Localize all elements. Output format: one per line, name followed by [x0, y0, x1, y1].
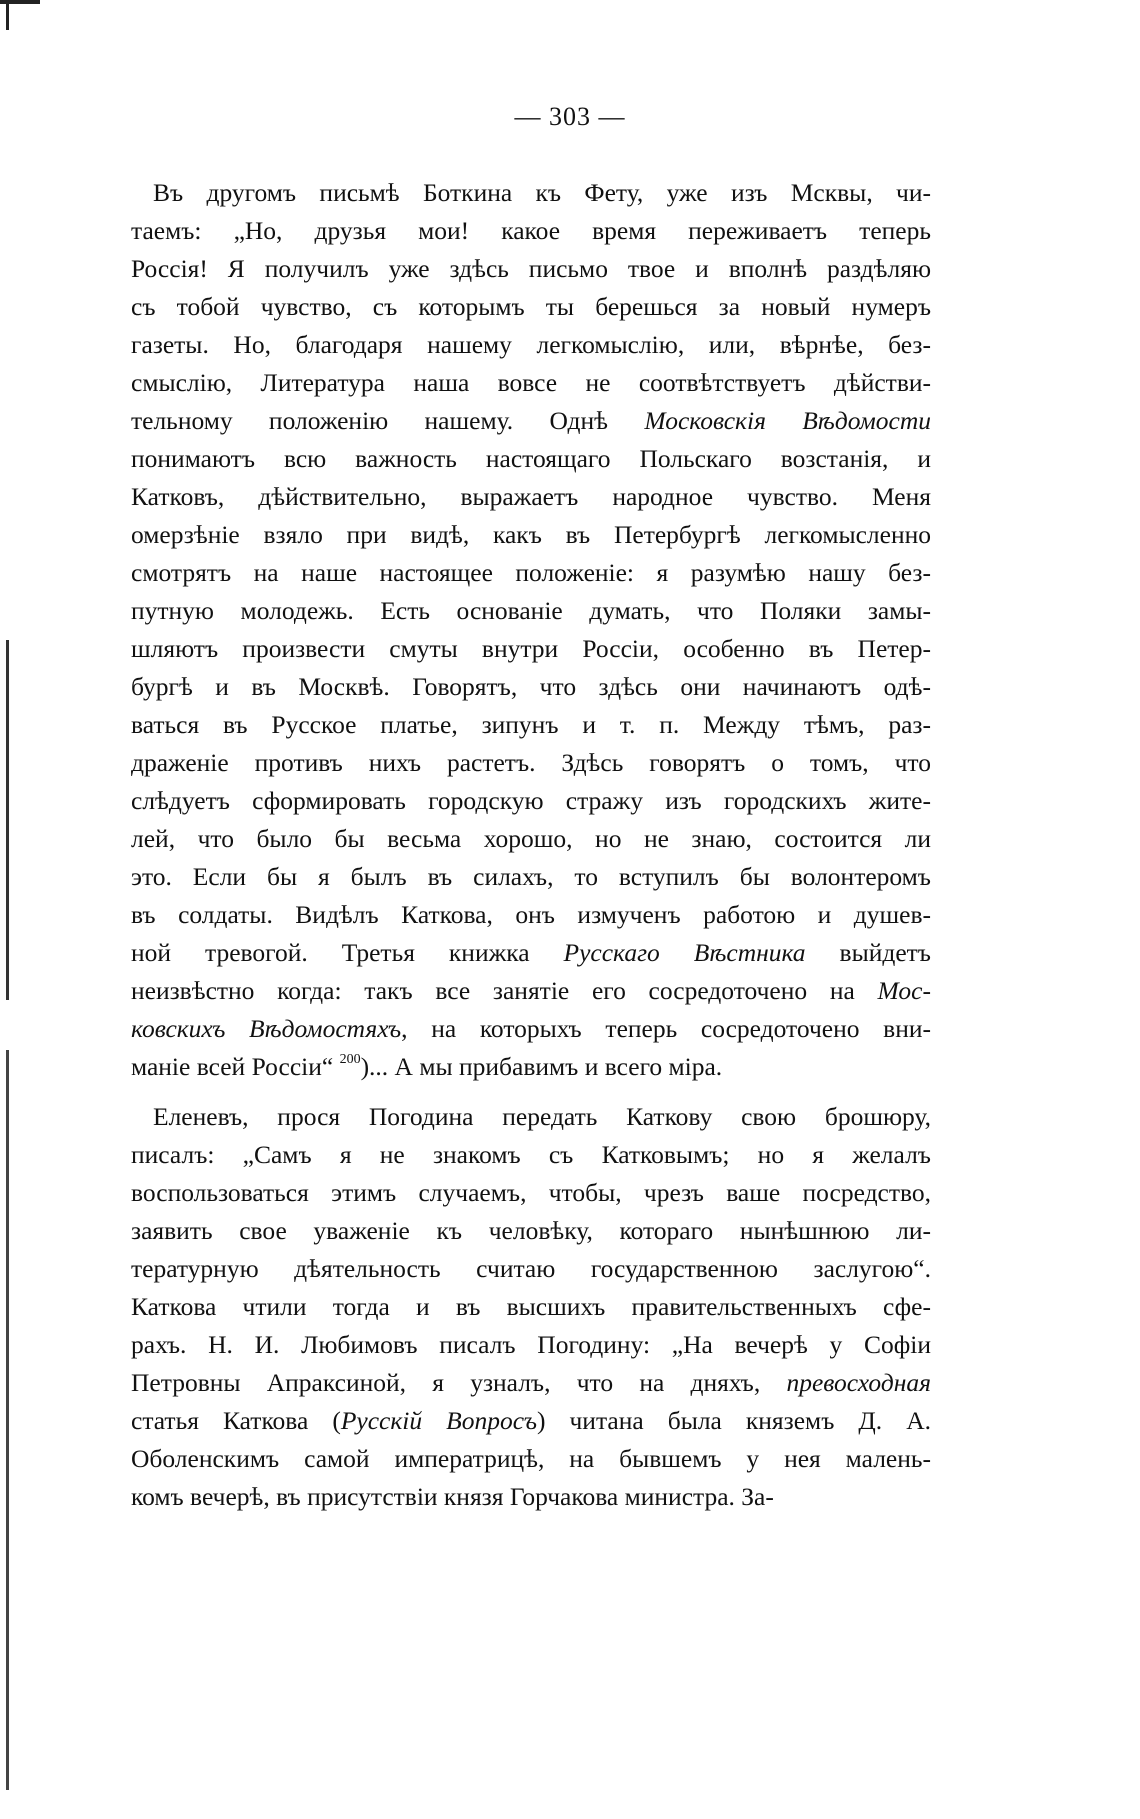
text-line: неизвѣстно когда: такъ все занятіе его сосредоточено на Мос- — [131, 976, 931, 1005]
text-line: путную молодежь. Есть основаніе думать, что Поляки замы- — [131, 596, 931, 625]
body-text — [131, 174, 931, 1516]
text-line: съ тобой чувство, съ которымъ ты берешься за новый нумеръ — [131, 292, 931, 321]
text-line: ковскихъ Вѣдомостяхъ, на которыхъ теперь сосредоточено вни- — [131, 1014, 931, 1043]
footnote-ref: 200 — [339, 1052, 361, 1067]
text-line: Въ другомъ письмѣ Боткина къ Фету, уже изъ Мсквы, чи- — [153, 178, 931, 207]
italic-title: Русскій Вопросъ — [340, 1406, 537, 1435]
italic-title: Мос- — [877, 976, 931, 1005]
text-line: воспользоваться этимъ случаемъ, чтобы, чрезъ ваше посредство, — [131, 1178, 931, 1207]
text-line: Россія! Я получилъ уже здѣсь письмо твое и вполнѣ раздѣляю — [131, 254, 931, 283]
text-line: ной тревогой. Третья книжка Русскаго Вѣстника выйдетъ — [131, 938, 931, 967]
text-line: Каткова чтили тогда и въ высшихъ правительственныхъ сфе- — [131, 1292, 931, 1321]
text-line: Еленевъ, прося Погодина передать Каткову свою брошюру, — [153, 1102, 931, 1131]
text-line: тературную дѣятельность считаю государственною заслугою“. — [131, 1254, 931, 1283]
text-line: шляютъ произвести смуты внутри Россіи, особенно въ Петер- — [131, 634, 931, 663]
text-line: таемъ: „Но, друзья мои! какое время переживаетъ теперь — [131, 216, 931, 245]
text-line: заявить свое уваженіе къ человѣку, котораго нынѣшнюю ли- — [131, 1216, 931, 1245]
text-line: Катковъ, дѣйствительно, выражаетъ народное чувство. Меня — [131, 482, 931, 511]
text-line: писалъ: „Самъ я не знакомъ съ Катковымъ; но я желалъ — [131, 1140, 931, 1169]
paragraph — [131, 174, 931, 1086]
paragraph-gap — [131, 1086, 931, 1098]
text-line: смыслію, Литература наша вовсе не соотвѣтствуетъ дѣйстви- — [131, 368, 931, 397]
italic-title: Московскія Вѣдомости — [644, 406, 932, 435]
text-line: смотрятъ на наше настоящее положеніе: я разумѣю нашу без- — [131, 558, 931, 587]
text-line: рахъ. Н. И. Любимовъ писалъ Погодину: „На вечерѣ у Софіи — [131, 1330, 931, 1359]
text-line: слѣдуетъ сформировать городскую стражу изъ городскихъ жите- — [131, 786, 931, 815]
text-line: лей, что было бы весьма хорошо, но не знаю, состоится ли — [131, 824, 931, 853]
italic-title: Русскаго Вѣстника — [563, 938, 806, 967]
text-line: комъ вечерѣ, въ присутствіи князя Горчакова министра. За- — [131, 1482, 774, 1511]
italic-title: превосходная — [786, 1368, 931, 1397]
text-line: ваться въ Русское платье, зипунъ и т. п. Между тѣмъ, раз- — [131, 710, 931, 739]
text-line: омерзѣніе взяло при видѣ, какъ въ Петербургѣ легкомысленно — [131, 520, 931, 549]
text-line: понимаютъ всю важность настоящаго Польскаго возстанія, и — [131, 444, 931, 473]
page-number: — 303 — — [514, 102, 626, 131]
text-line: бургѣ и въ Москвѣ. Говорятъ, что здѣсь они начинаютъ одѣ- — [131, 672, 931, 701]
text-line: тельному положенію нашему. Однѣ Московскія Вѣдомости — [131, 406, 932, 435]
text-line: маніе всей Россіи“ $^{200}$)... А мы прибавимъ и всего міра. — [131, 1052, 723, 1081]
italic-title: ковскихъ Вѣдомостяхъ — [131, 1014, 402, 1043]
paragraph — [131, 1098, 931, 1516]
scan-edge — [6, 0, 9, 1800]
text-line: Петровны Апраксиной, я узналъ, что на дняхъ, превосходная — [131, 1368, 931, 1397]
text-line: статья Каткова (Русскій Вопросъ) читана была княземъ Д. А. — [131, 1406, 931, 1435]
text-line: драженіе противъ нихъ растетъ. Здѣсь говорятъ о томъ, что — [131, 748, 931, 777]
text-line: Оболенскимъ самой императрицѣ, на бывшемъ у нея малень- — [131, 1444, 931, 1473]
text-line: газеты. Но, благодаря нашему легкомыслію, или, вѣрнѣе, без- — [131, 330, 931, 359]
text-line: это. Если бы я былъ въ силахъ, то вступилъ бы волонтеромъ — [131, 862, 931, 891]
text-line: въ солдаты. Видѣлъ Каткова, онъ измученъ работою и душев- — [131, 900, 931, 929]
